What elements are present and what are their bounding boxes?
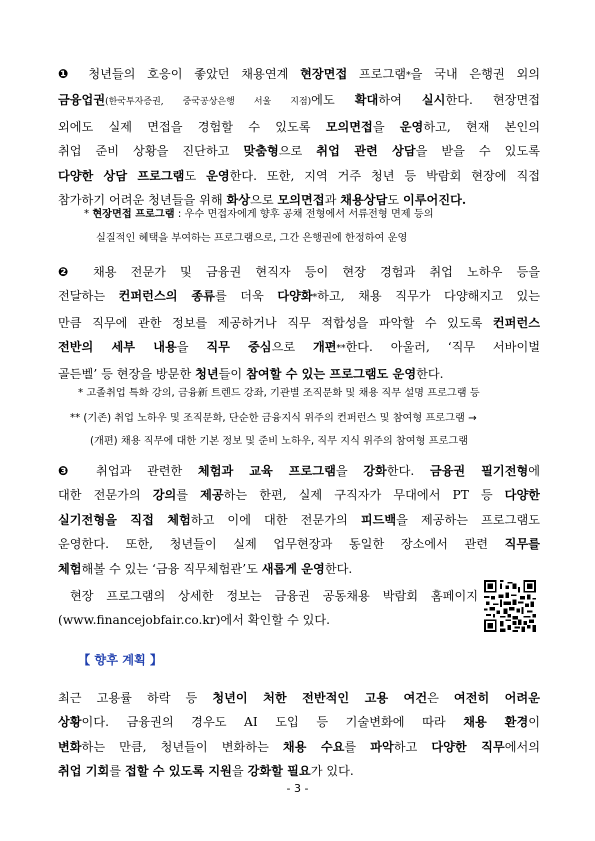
text-line: 전달하는 컨퍼런스의 종류를 더욱 다양화*하고, 채용 직무가 다양해지고 있는	[58, 289, 540, 304]
text-line: 다양한 상담 프로그램도 운영한다. 또한, 지역 거주 청년 등 박람회 현장에 직접	[58, 168, 540, 183]
footnote-conference-2a	[70, 408, 477, 430]
text-line: 외에도 실제 면접을 경험할 수 있도록 모의면접을 운영하고, 현재 본인의	[58, 119, 540, 134]
text-line: 전반의 세부 내용을 직무 중심으로 개편**한다. 아울러, ‘직무 서바이벌	[58, 340, 540, 355]
text-line: 체험해볼 수 있는 ‘금융 직무체험관’도 새롭게 운영한다.	[58, 561, 353, 576]
footnote-line-1: * 현장면접 프로그램 : 우수 면접자에게 향후 공채 전형에서 서류전형 면제 등의	[84, 209, 434, 220]
website-line-2: (www.financejobfair.co.kr)에서 확인할 수 있다.	[58, 613, 331, 628]
text-line: 운영한다. 또한, 청년들이 실제 업무현장과 동일한 장소에서 관련 직무를	[58, 537, 540, 552]
footnote-onsite-interview	[84, 204, 434, 226]
text-line: 상황이다. 금융권의 경우도 AI 도입 등 기술변화에 따라 채용 환경이	[58, 715, 540, 730]
footnote-conference-1	[78, 383, 480, 405]
footnote-conference-2b	[90, 431, 468, 453]
qr-code-icon[interactable]	[484, 580, 536, 632]
footnote-text: ** (기존) 취업 노하우 및 조직문화, 단순한 금융지식 위주의 컨퍼런스 및 참여형 프로그램 →	[70, 413, 477, 424]
text-line: ❶ 청년들의 호응이 좋았던 채용연계 현장면접 프로그램*을 국내 은행권 외의	[58, 67, 540, 81]
text-line: 대한 전문가의 강의를 제공하는 한편, 실제 구직자가 무대에서 PT 등 다양한	[58, 488, 540, 503]
text-line: 취업 기회를 접할 수 있도록 지원을 강화할 필요가 있다.	[58, 764, 354, 779]
section-heading-future-plan: 【 향후 계획 】	[78, 653, 163, 667]
text-line: 참가하기 어려운 청년들을 위해 화상으로 모의면접과 채용상담도 이루어진다.	[58, 193, 467, 208]
footnote-text: * 고졸취업 특화 강의, 금융新 트렌드 강좌, 기관별 조직문화 및 채용 직무 설명 프로그램 등	[78, 388, 480, 399]
text-line: ❷ 채용 전문가 및 금융권 현직자 등이 현장 경험과 취업 노하우 등을	[58, 265, 540, 279]
paragraph-future-plan	[58, 686, 540, 784]
website-line-1: 현장 프로그램의 상세한 정보는 금융권 공동채용 박람회 홈페이지	[70, 589, 478, 603]
footnote-text: (개편) 채용 직무에 대한 기본 정보 및 준비 노하우, 직무 지식 위주의 참여형 프로그램	[90, 436, 469, 447]
paragraph-experience-program	[58, 459, 540, 581]
footnote-line-2: 실질적인 혜택을 부여하는 프로그램으로, 그간 은행권에 한정하여 운영	[96, 233, 408, 244]
text-line: 변화하는 만큼, 청년들이 변화하는 채용 수요를 파악하고 다양한 직무에서의	[58, 739, 540, 754]
paragraph-onsite-interview	[58, 62, 540, 212]
paragraph-conference	[58, 260, 540, 386]
text-line: 실기전형을 직접 체험하고 이에 대한 전문가의 피드백을 제공하는 프로그램도	[58, 512, 540, 527]
text-line: 금융업권(한국투자증권, 중국공상은행 서울 지점)에도 확대하여 실시한다. 현장면접	[58, 93, 540, 108]
text-line: 만큼 직무에 관한 정보를 제공하거나 직무 적합성을 파악할 수 있도록 컨퍼런스	[58, 315, 540, 330]
paragraph-website-info	[58, 584, 478, 633]
text-line: 최근 고용률 하락 등 청년이 처한 전반적인 고용 여건은 여전히 어려운	[58, 691, 540, 705]
page-number: - 3 -	[286, 782, 309, 795]
text-line: 취업 준비 상황을 진단하고 맞춤형으로 취업 관련 상담을 받을 수 있도록	[58, 144, 540, 159]
text-line: 골든벨’ 등 현장을 방문한 청년들이 참여할 수 있는 프로그램도 운영한다.	[58, 366, 444, 381]
text-line: ❸ 취업과 관련한 체험과 교육 프로그램을 강화한다. 금융권 필기전형에	[58, 464, 540, 478]
footnote-onsite-interview-cont	[96, 228, 407, 250]
